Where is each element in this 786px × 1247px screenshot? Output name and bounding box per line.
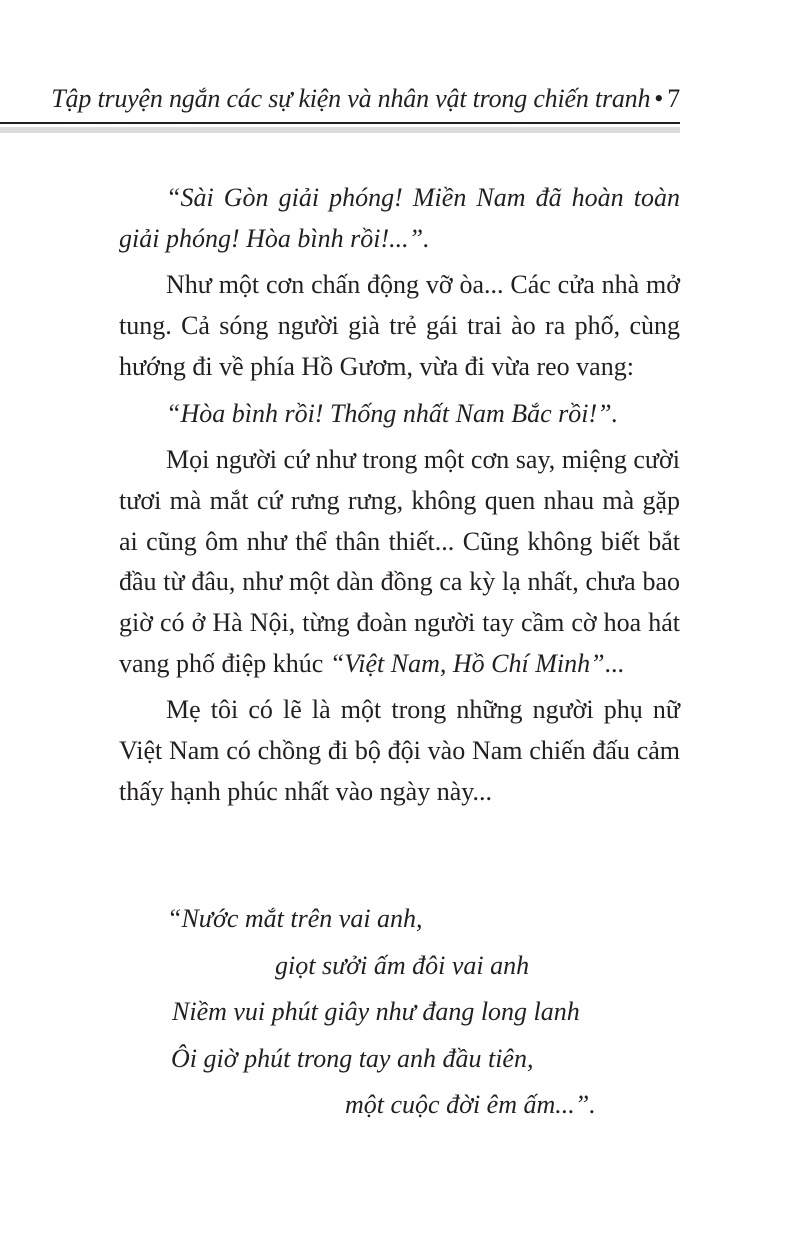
- body-text: [119, 178, 680, 819]
- poem-line: một cuộc đời êm ấm...”.: [345, 1090, 596, 1119]
- poem-line: Niềm vui phút giây như đang long lanh: [172, 997, 580, 1026]
- poem-line: Ôi giờ phút trong tay anh đầu tiên,: [171, 1043, 534, 1073]
- paragraph-crowd-tail: ...: [604, 648, 625, 678]
- paragraph-quote-saigon: “Sài Gòn giải phóng! Miền Nam đã hoàn toàn giải phóng! Hòa bình rồi!...”.: [119, 183, 680, 253]
- paragraph-mother: Mẹ tôi có lẽ là một trong những người phụ nữ Việt Nam có chồng đi bộ đội vào Nam chiến đấu cảm thấy hạnh phúc nhất vào ngày này...: [119, 695, 680, 806]
- running-header: [51, 84, 680, 114]
- header-rule: [0, 122, 680, 124]
- paragraph-crowd-text: Mọi người cứ như trong một cơn say, miệng cười tươi mà mắt cứ rưng rưng, không quen nhau mà gặp ai cũng ôm như thể thân thiết... Cũng không biết bắt đầu từ đâu, như một dàn đồng ca kỳ lạ nhất, chưa bao giờ có ở Hà Nội, từng đoàn người tay cầm cờ hoa hát vang phố điệp khúc: [119, 445, 680, 678]
- header-shade-bar: [0, 127, 680, 133]
- page-number: 7: [667, 84, 680, 113]
- song-title: “Việt Nam, Hồ Chí Minh”: [329, 648, 605, 678]
- header-separator: •: [654, 84, 664, 113]
- poem-verse: [119, 896, 680, 1129]
- poem-line: “Nước mắt trên vai anh,: [167, 904, 423, 933]
- paragraph-quote-peace: “Hòa bình rồi! Thống nhất Nam Bắc rồi!”.: [166, 398, 619, 428]
- running-title: Tập truyện ngắn các sự kiện và nhân vật trong chiến tranh: [51, 84, 651, 113]
- paragraph-celebration: Như một cơn chấn động vỡ òa... Các cửa nhà mở tung. Cả sóng người già trẻ gái trai ào ra phố, cùng hướng đi về phía Hồ Gươm, vừa đi vừa reo vang:: [119, 270, 680, 381]
- poem-line: giọt sưởi ấm đôi vai anh: [275, 950, 530, 980]
- paragraph-crowd: [119, 440, 680, 684]
